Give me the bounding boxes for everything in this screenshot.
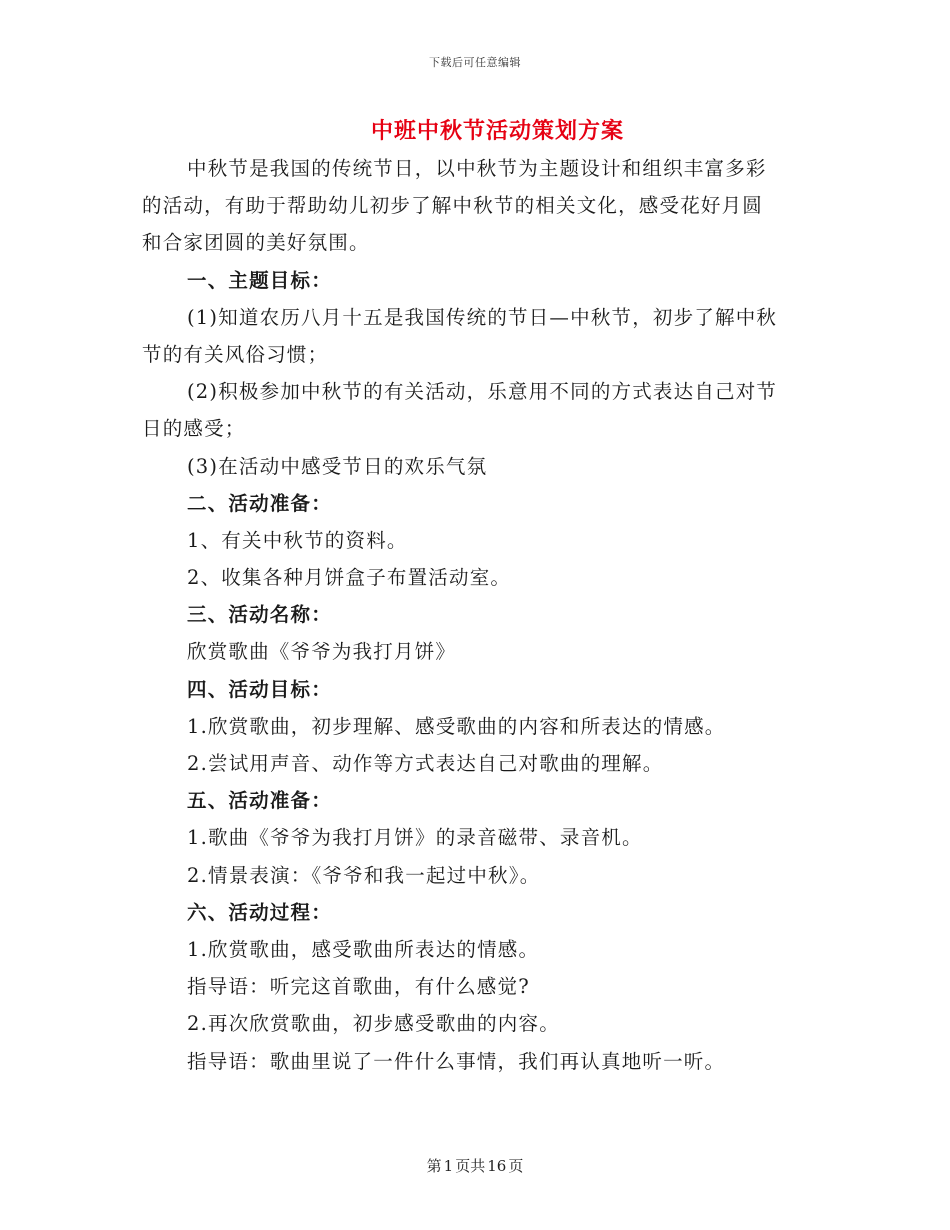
paragraph-line: 指导语：歌曲里说了一件什么事情，我们再认真地听一听。: [187, 1049, 726, 1073]
paragraph-line: (2)积极参加中秋节的有关活动，乐意用不同的方式表达自己对节: [187, 380, 778, 404]
footer-middle: 页共: [455, 1157, 486, 1175]
section-heading: 五、活动准备：: [187, 789, 332, 813]
paragraph-line: 节的有关风俗习惯；: [142, 342, 329, 366]
document-body: [142, 150, 810, 1080]
page-footer: [0, 1155, 950, 1176]
paragraph-line: 指导语：听完这首歌曲，有什么感觉?: [187, 975, 530, 999]
paragraph-line: (3)在活动中感受节日的欢乐气氛: [187, 454, 488, 478]
section-heading: 六、活动过程：: [187, 900, 332, 924]
paragraph-line: 2.情景表演：《爷爷和我一起过中秋》。: [187, 863, 541, 887]
section-heading: 二、活动准备：: [187, 491, 332, 515]
paragraph-line: 中秋节是我国的传统节日，以中秋节为主题设计和组织丰富多彩: [187, 157, 767, 180]
paragraph-line: 和合家团圆的美好氛围。: [142, 231, 370, 255]
paragraph-line: 1.欣赏歌曲，初步理解、感受歌曲的内容和所表达的情感。: [187, 714, 726, 738]
paragraph-line: 的活动，有助于帮助幼儿初步了解中秋节的相关文化，感受花好月圆: [142, 194, 764, 218]
header-note: 下载后可任意编辑: [429, 56, 521, 69]
paragraph-line: (1)知道农历八月十五是我国传统的节日—中秋节，初步了解中秋: [187, 305, 778, 329]
paragraph-line: 2、收集各种月饼盒子布置活动室。: [187, 566, 512, 590]
paragraph-line: 欣赏歌曲《爷爷为我打月饼》: [187, 640, 457, 664]
footer-page-number: 1: [443, 1157, 454, 1175]
section-heading: 三、活动名称：: [187, 603, 332, 627]
footer-suffix: 页: [508, 1157, 524, 1175]
paragraph-line: 2.再次欣赏歌曲，初步感受歌曲的内容。: [187, 1012, 560, 1036]
footer-total-pages: 16: [487, 1157, 507, 1175]
section-heading: 一、主题目标：: [187, 268, 332, 292]
paragraph-line: 1.歌曲《爷爷为我打月饼》的录音磁带、录音机。: [187, 826, 643, 850]
paragraph-line: 2.尝试用声音、动作等方式表达自己对歌曲的理解。: [187, 752, 664, 775]
section-heading: 四、活动目标：: [187, 677, 332, 701]
paragraph-line: 1.欣赏歌曲，感受歌曲所表达的情感。: [187, 937, 540, 961]
document-title: 中班中秋节活动策划方案: [370, 118, 624, 144]
paragraph-line: 1、有关中秋节的资料。: [187, 528, 408, 552]
footer-prefix: 第: [426, 1157, 442, 1175]
paragraph-line: 日的感受；: [142, 417, 246, 441]
